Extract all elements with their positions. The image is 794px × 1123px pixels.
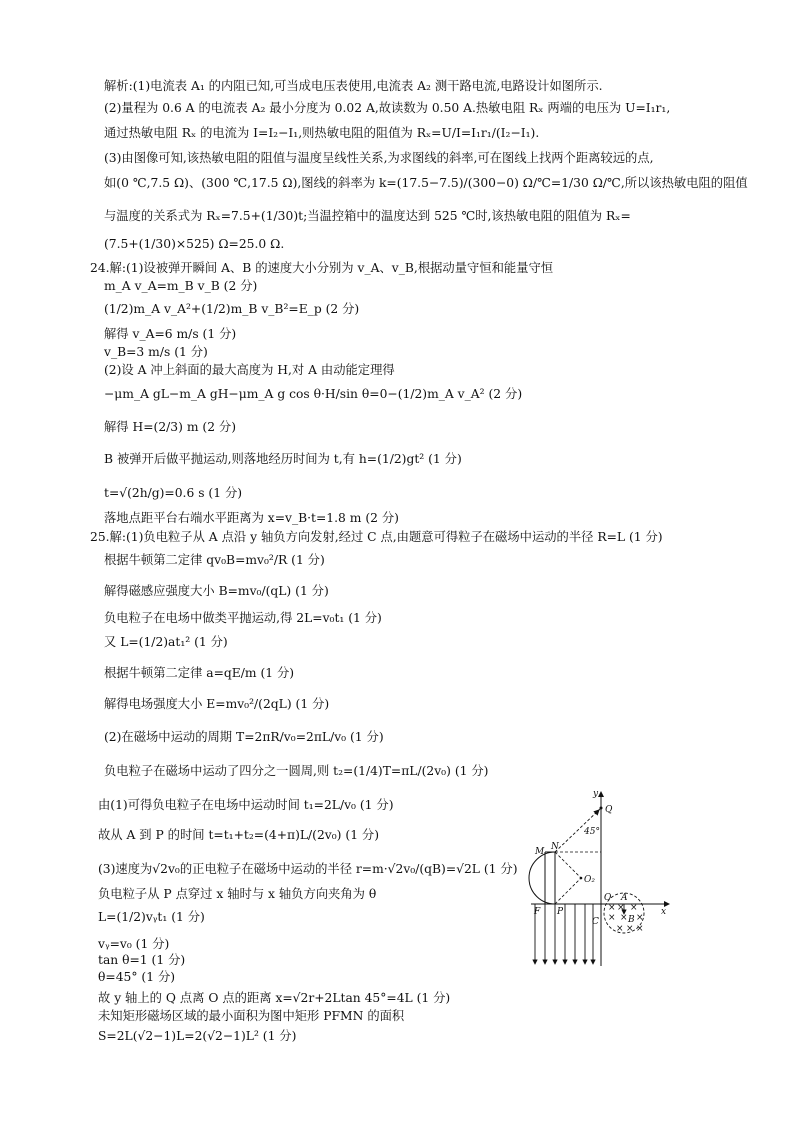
label-q: Q	[605, 805, 613, 815]
field-mark: ×	[636, 913, 644, 923]
field-mark: ×	[620, 913, 628, 923]
text-line: 未知矩形磁场区域的最小面积为图中矩形 PFMN 的面积	[98, 1009, 405, 1023]
text-line: v_B=3 m/s (1 分)	[104, 345, 208, 359]
text-line: vᵧ=v₀ (1 分)	[98, 937, 170, 951]
text-line: (2)在磁场中运动的周期 T=2πR/v₀=2πL/v₀ (1 分)	[104, 730, 384, 744]
text-line: m_A v_A=m_B v_B (2 分)	[104, 279, 258, 293]
text-line: (7.5+(1/30)×525) Ω=25.0 Ω.	[104, 237, 285, 251]
text-line: 故 y 轴上的 Q 点离 O 点的距离 x=√2r+2Ltan 45°=4L (1 分)	[98, 991, 451, 1005]
text-line: S=2L(√2−1)L=2(√2−1)L² (1 分)	[98, 1029, 297, 1043]
text-line: 负电粒子在磁场中运动了四分之一圆周,则 t₂=(1/4)T=πL/(2v₀) (1 分)	[104, 764, 489, 778]
text-line: t=√(2h/g)=0.6 s (1 分)	[104, 486, 243, 500]
text-line: −μm_A gL−m_A gH−μm_A g cos θ·H/sin θ=0−(1/2)m_A v_A² (2 分)	[104, 387, 523, 401]
text-line: 负电粒子在电场中做类平抛运动,得 2L=v₀t₁ (1 分)	[104, 611, 382, 625]
field-mark: ×	[630, 903, 638, 913]
field-mark: ×	[626, 924, 634, 934]
text-line: tan θ=1 (1 分)	[98, 953, 186, 967]
field-mark: ×	[608, 903, 616, 913]
text-line: 落地点距平台右端水平距离为 x=v_B·t=1.8 m (2 分)	[104, 511, 399, 525]
label-f: F	[534, 907, 541, 917]
label-c: C	[592, 917, 599, 927]
text-line: 负电粒子从 P 点穿过 x 轴时与 x 轴负方向夹角为 θ	[98, 887, 377, 901]
label-o: O	[604, 893, 612, 903]
text-line: 解得 v_A=6 m/s (1 分)	[104, 327, 237, 341]
label-a: A	[621, 893, 628, 903]
text-line: B 被弹开后做平抛运动,则落地经历时间为 t,有 h=(1/2)gt² (1 分)	[104, 452, 462, 466]
x-axis-label: x	[661, 907, 667, 917]
field-mark: ×	[608, 913, 616, 923]
text-line: 与温度的关系式为 Rₓ=7.5+(1/30)t;当温控箱中的温度达到 525 ℃时,该热敏电阻的阻值为 Rₓ=	[104, 209, 631, 223]
text-line: 根据牛顿第二定律 qv₀B=mv₀²/R (1 分)	[104, 553, 325, 567]
text-line: (3)由图像可知,该热敏电阻的阻值与温度呈线性关系,为求图线的斜率,可在图线上找两个距离较远的点,	[104, 151, 654, 165]
label-b: B	[628, 915, 635, 925]
magnetic-field-diagram	[523, 786, 673, 971]
text-line: (2)量程为 0.6 A 的电流表 A₂ 最小分度为 0.02 A,故读数为 0.50 A.热敏电阻 Rₓ 两端的电压为 U=I₁r₁,	[104, 101, 671, 115]
question-24-header: 24.解:(1)设被弹开瞬间 A、B 的速度大小分别为 v_A、v_B,根据动量守恒和能量守恒	[90, 261, 554, 275]
text-line: 由(1)可得负电粒子在电场中运动时间 t₁=2L/v₀ (1 分)	[98, 798, 394, 812]
text-line: L=(1/2)vᵧt₁ (1 分)	[98, 910, 205, 924]
text-line: 解得磁感应强度大小 B=mv₀/(qL) (1 分)	[104, 584, 329, 598]
field-mark: ×	[616, 924, 624, 934]
label-n: N	[551, 842, 559, 852]
text-line: 故从 A 到 P 的时间 t=t₁+t₂=(4+π)L/(2v₀) (1 分)	[98, 828, 380, 842]
label-o2: O₂	[584, 875, 595, 885]
text-line: 通过热敏电阻 Rₓ 的电流为 I=I₂−I₁,则热敏电阻的阻值为 Rₓ=U/I=I₁r₁/(I₂−I₁).	[104, 126, 540, 140]
field-mark: ×	[636, 924, 644, 934]
field-mark: ×	[617, 903, 625, 913]
text-line: (2)设 A 冲上斜面的最大高度为 H,对 A 由动能定理得	[104, 363, 395, 377]
point-o2	[580, 877, 583, 880]
text-line: 解得 H=(2/3) m (2 分)	[104, 420, 237, 434]
angle-label: 45°	[584, 827, 600, 837]
text-line: 又 L=(1/2)at₁² (1 分)	[104, 635, 228, 649]
text-line: (1/2)m_A v_A²+(1/2)m_B v_B²=E_p (2 分)	[104, 302, 360, 316]
text-line: (3)速度为√2v₀的正电粒子在磁场中运动的半径 r=m·√2v₀/(qB)=√2L (1 分)	[98, 862, 518, 876]
question-25-header: 25.解:(1)负电粒子从 A 点沿 y 轴负方向发射,经过 C 点,由题意可得粒子在磁场中运动的半径 R=L (1 分)	[90, 530, 663, 544]
label-p: P	[557, 907, 564, 917]
text-line: 解得电场强度大小 E=mv₀²/(2qL) (1 分)	[104, 697, 330, 711]
text-line: 解析:(1)电流表 A₁ 的内阻已知,可当成电压表使用,电流表 A₂ 测干路电流,电路设计如图所示.	[104, 79, 603, 93]
text-line: θ=45° (1 分)	[98, 970, 176, 984]
text-line: 根据牛顿第二定律 a=qE/m (1 分)	[104, 666, 295, 680]
label-m: M	[535, 847, 545, 857]
y-axis-label: y	[593, 789, 599, 799]
text-line: 如(0 ℃,7.5 Ω)、(300 ℃,17.5 Ω),图线的斜率为 k=(17.5−7.5)/(300−0) Ω/℃=1/30 Ω/℃,所以该热敏电阻的阻值	[104, 176, 748, 190]
